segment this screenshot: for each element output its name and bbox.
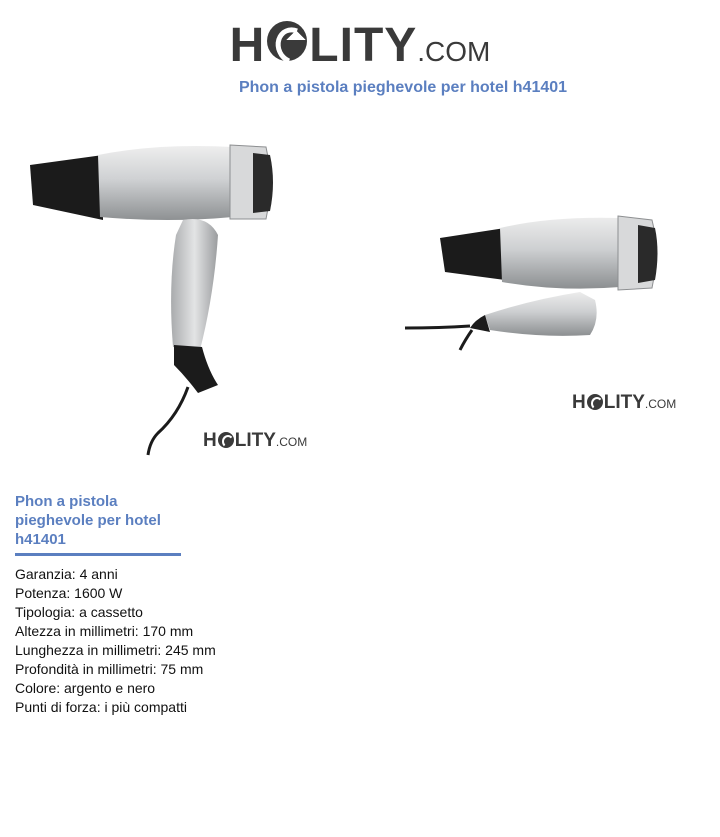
watermark-right: LITY [603, 392, 645, 413]
watermark-right: LITY [234, 430, 276, 451]
watermark-left: H [572, 392, 586, 413]
product-specs [15, 565, 216, 717]
watermark-com: .COM [275, 435, 308, 449]
product-photo-open [8, 115, 338, 460]
site-logo[interactable] [0, 18, 720, 73]
logo-o-icon [267, 21, 307, 61]
watermark-o-icon [218, 432, 234, 448]
hair-dryer-open-icon [8, 115, 338, 460]
spec-type: Tipologia: a cassetto [15, 604, 143, 620]
product-photo-folded [400, 150, 720, 440]
watermark-left: H [203, 430, 217, 451]
title-divider [15, 553, 181, 556]
watermark-com: .COM [644, 397, 677, 411]
product-title: Phon a pistola pieghevole per hotel h41401 [15, 493, 161, 548]
spec-length: Lunghezza in millimetri: 245 mm [15, 642, 216, 658]
logo-com-text: .COM [417, 36, 491, 67]
page-title: Phon a pistola pieghevole per hotel h41401 [238, 79, 568, 96]
spec-strengths: Punti di forza: i più compatti [15, 699, 187, 715]
spec-power: Potenza: 1600 W [15, 585, 123, 601]
spec-color: Colore: argento e nero [15, 680, 156, 696]
watermark-logo [203, 430, 307, 452]
watermark-logo-right [572, 392, 676, 414]
logo-text-left: H [229, 19, 266, 72]
spec-depth: Profondità in millimetri: 75 mm [15, 661, 204, 677]
watermark-o-icon [587, 394, 603, 410]
logo-text-right: LITY [309, 19, 418, 72]
spec-warranty: Garanzia: 4 anni [15, 566, 118, 582]
spec-height: Altezza in millimetri: 170 mm [15, 623, 194, 639]
